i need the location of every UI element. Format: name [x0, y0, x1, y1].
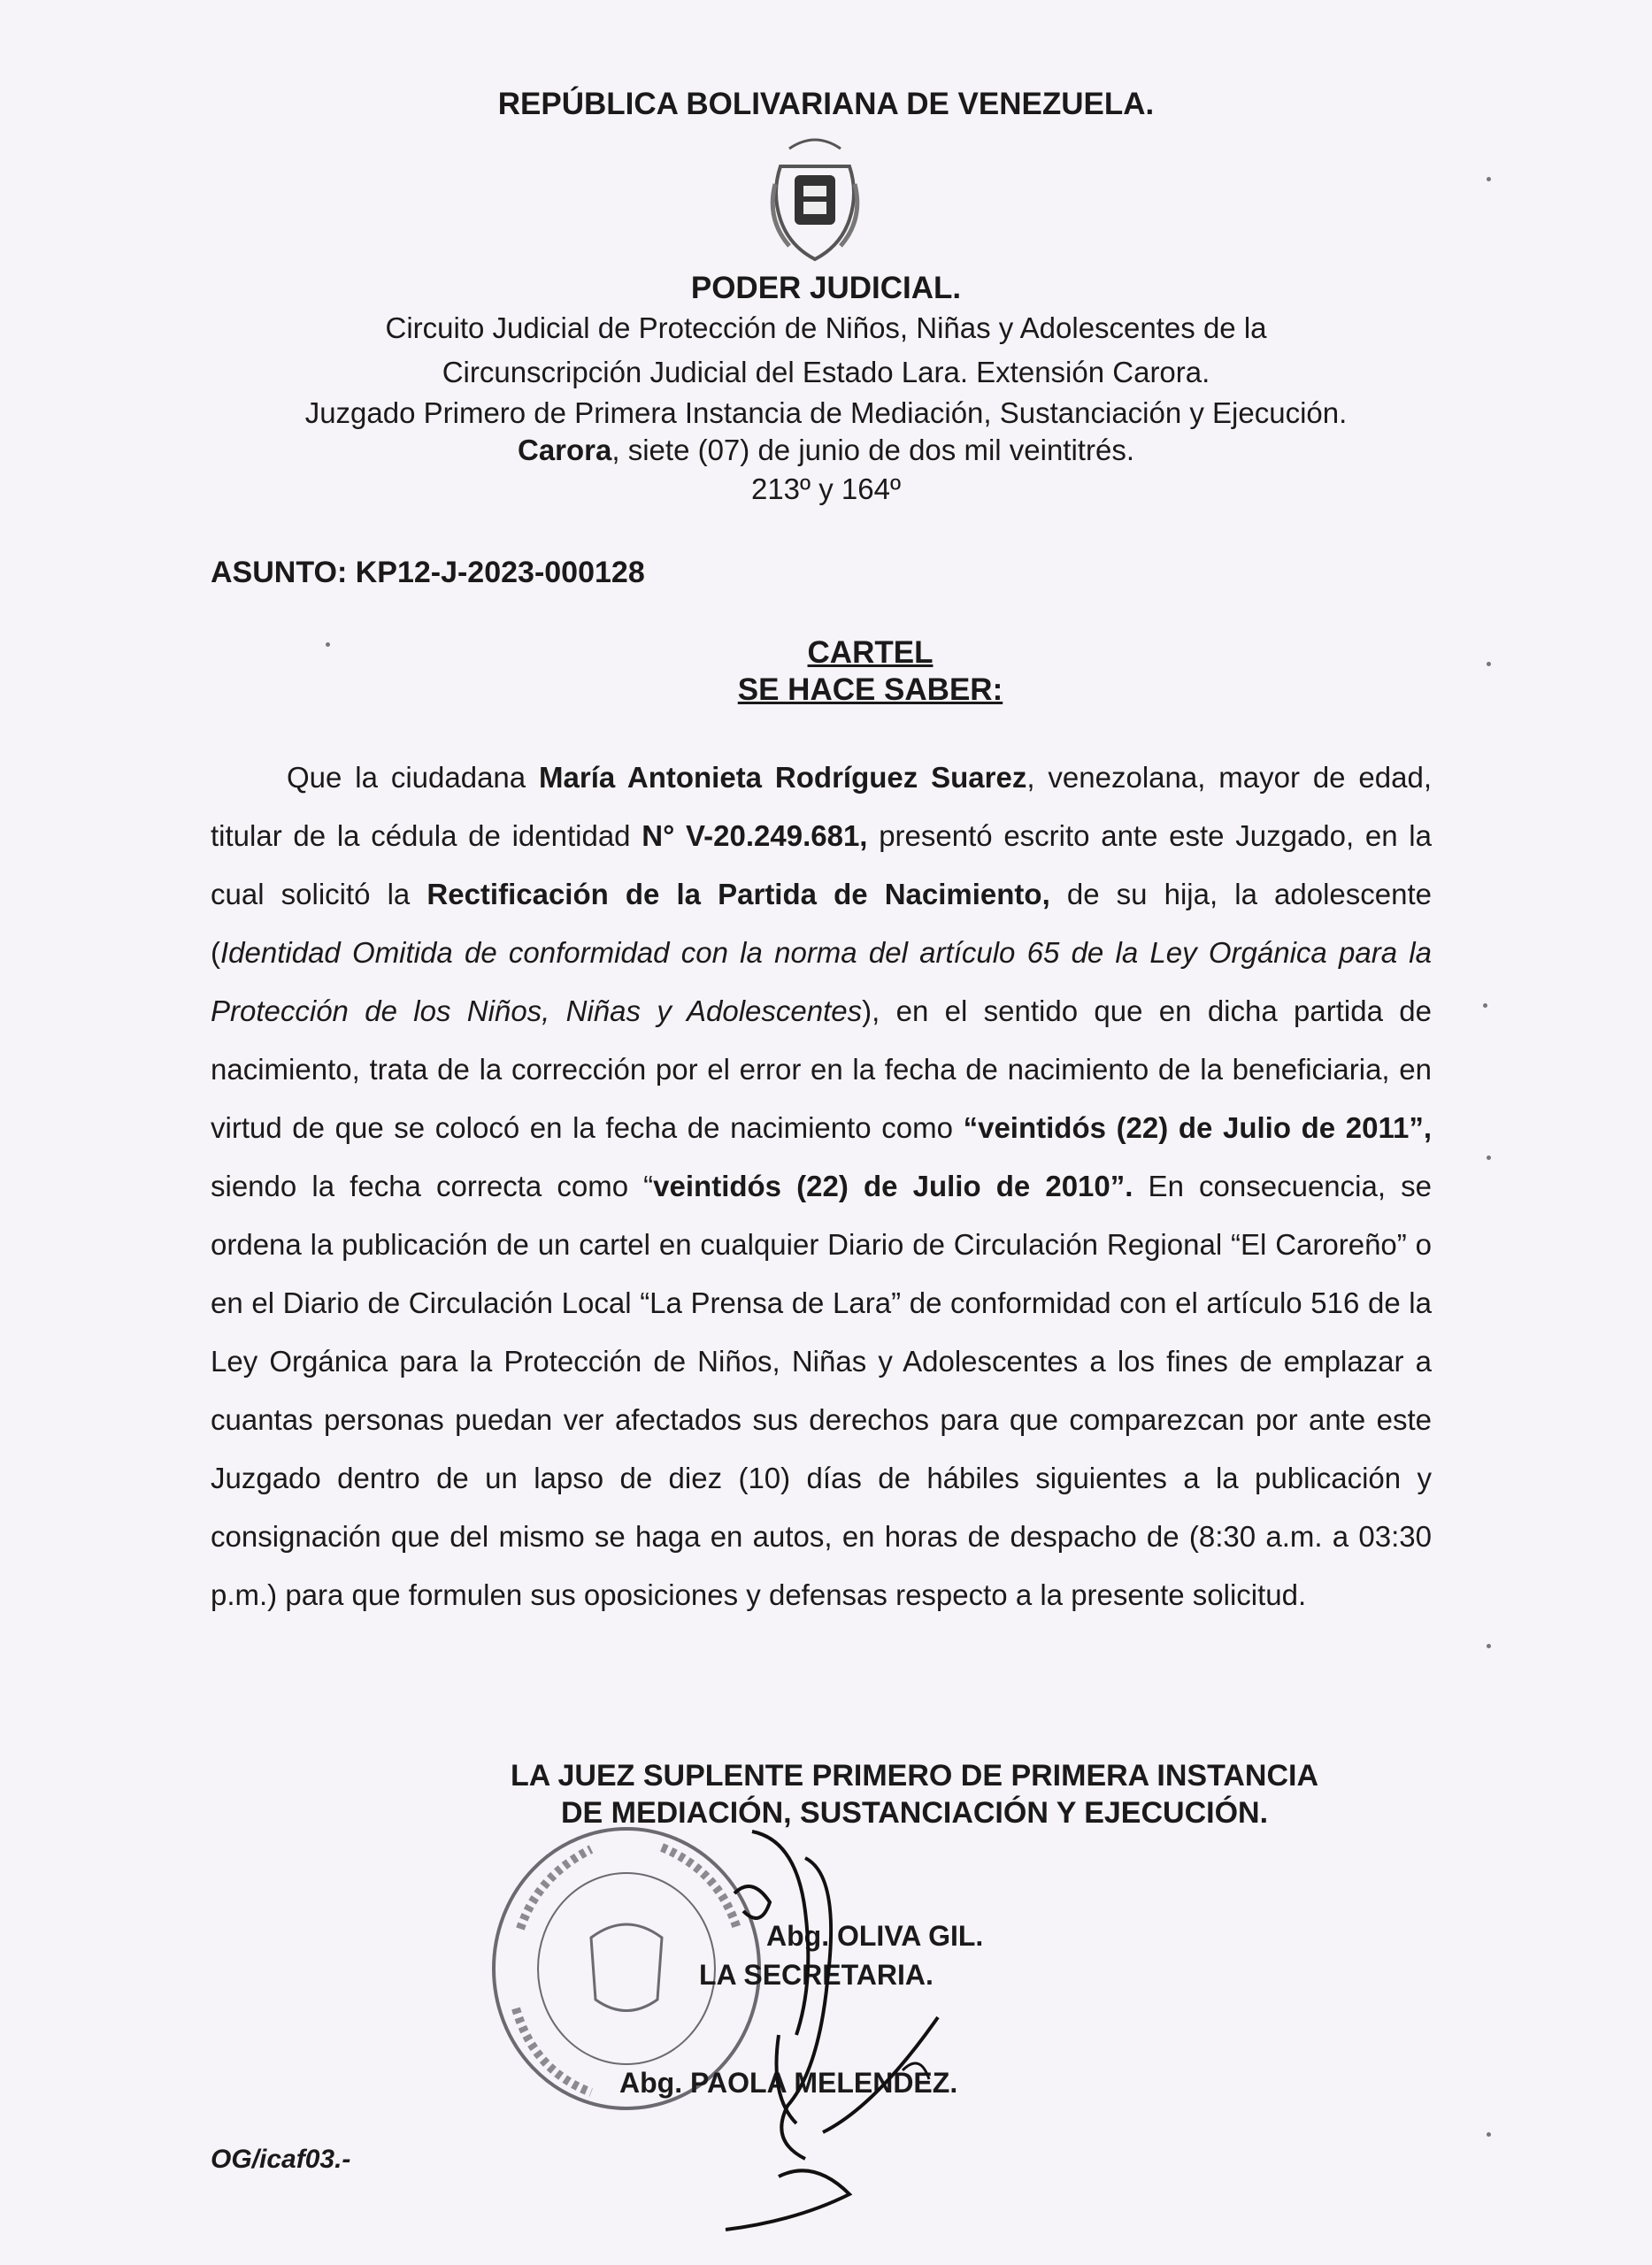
- paper-speck: [1487, 1156, 1491, 1160]
- petitioner-name: María Antonieta Rodríguez Suarez: [539, 761, 1027, 794]
- branch-heading: PODER JUDICIAL.: [690, 271, 962, 305]
- document-reference: OG/icaf03.-: [211, 2145, 351, 2174]
- judge-title-line-1: LA JUEZ SUPLENTE PRIMERO DE PRIMERA INSTANCIA: [510, 1759, 1319, 1793]
- body-text: ), en el sentido que en dicha partida de nacimiento, trata de la corrección por el error en la fecha de nacimiento de la beneficiaria, en virtud de que se colocó en la fecha de nacimiento como: [211, 994, 1432, 1144]
- years-line: 213º y 164º: [750, 472, 902, 505]
- body-text: siendo la fecha correcta como “: [211, 1170, 654, 1202]
- body-text: de su hija, la adolescente (: [211, 878, 1432, 969]
- coat-of-arms-emblem: [763, 131, 867, 269]
- paper-speck: [1487, 177, 1491, 181]
- date-line: [0, 434, 1652, 467]
- paper-speck: [1483, 1003, 1487, 1008]
- judge-title-line-2: DE MEDIACIÓN, SUSTANCIACIÓN Y EJECUCIÓN.: [560, 1796, 1269, 1830]
- body-text: Que la ciudadana: [287, 761, 540, 794]
- date-rest: , siete (07) de junio de dos mil veintitrés.: [611, 434, 1134, 466]
- request-type: Rectificación de la Partida de Nacimiento,: [426, 878, 1050, 910]
- secretary-title: LA SECRETARIA.: [699, 1959, 934, 1991]
- judge-name: Abg. OLIVA GIL.: [766, 1920, 984, 1952]
- document-subtitle: SE HACE SABER:: [737, 672, 1003, 707]
- date-city: Carora: [517, 434, 612, 466]
- body-text: En consecuencia, se ordena la publicación de un cartel en cualquier Diario de Circulación Regional “El Caroreño” o en el Diario de Circulación Local “La Prensa de Lara” de conformidad con el artículo 516 de la Ley Orgánica para la Protección de Niños, Niñas y Adolescentes a los fines de emplazar a cuantas personas puedan ver afectados sus derechos para que comparezcan por ante este Juzgado dentro de un lapso de diez (10) días de hábiles siguientes a la publicación y consignación que del mismo se haga en autos, en horas de despacho de (8:30 a.m. a 03:30 p.m.) para que formulen sus oposiciones y defensas respecto a la presente solicitud.: [211, 1170, 1432, 1611]
- paper-speck: [1487, 662, 1491, 666]
- secretary-name: Abg. PAOLA MELENDEZ.: [619, 2067, 958, 2099]
- body-text: presentó escrito ante este Juzgado, en la cual solicitó la: [211, 819, 1432, 910]
- document-title: CARTEL: [807, 635, 934, 670]
- id-number: N° V-20.249.681,: [642, 819, 868, 852]
- handwritten-signature: [672, 1805, 1026, 2247]
- wrong-date: “veintidós (22) de Julio de 2011”,: [963, 1111, 1433, 1144]
- correct-date: veintidós (22) de Julio de 2010”.: [653, 1170, 1133, 1202]
- paper-speck: [326, 642, 330, 647]
- case-number: ASUNTO: KP12-J-2023-000128: [211, 556, 645, 589]
- circuit-line-2: Circunscripción Judicial del Estado Lara. Extensión Carora.: [442, 356, 1210, 388]
- circuit-line-1: Circuito Judicial de Protección de Niños, Niñas y Adolescentes de la: [385, 311, 1267, 344]
- country-heading: REPÚBLICA BOLIVARIANA DE VENEZUELA.: [497, 87, 1155, 121]
- paper-speck: [1487, 2132, 1491, 2137]
- notice-body: [211, 749, 1432, 1624]
- paper-speck: [1487, 1644, 1491, 1648]
- court-line: Juzgado Primero de Primera Instancia de Mediación, Sustanciación y Ejecución.: [304, 396, 1348, 429]
- identity-omitted-note: Identidad Omitida de conformidad con la norma del artículo 65 de la Ley Orgánica para la Protección de los Niños, Niñas y Adolescentes: [211, 936, 1432, 1027]
- notice-paragraph: [211, 749, 1432, 1624]
- body-text: , venezolana, mayor de edad, titular de la cédula de identidad: [211, 761, 1433, 852]
